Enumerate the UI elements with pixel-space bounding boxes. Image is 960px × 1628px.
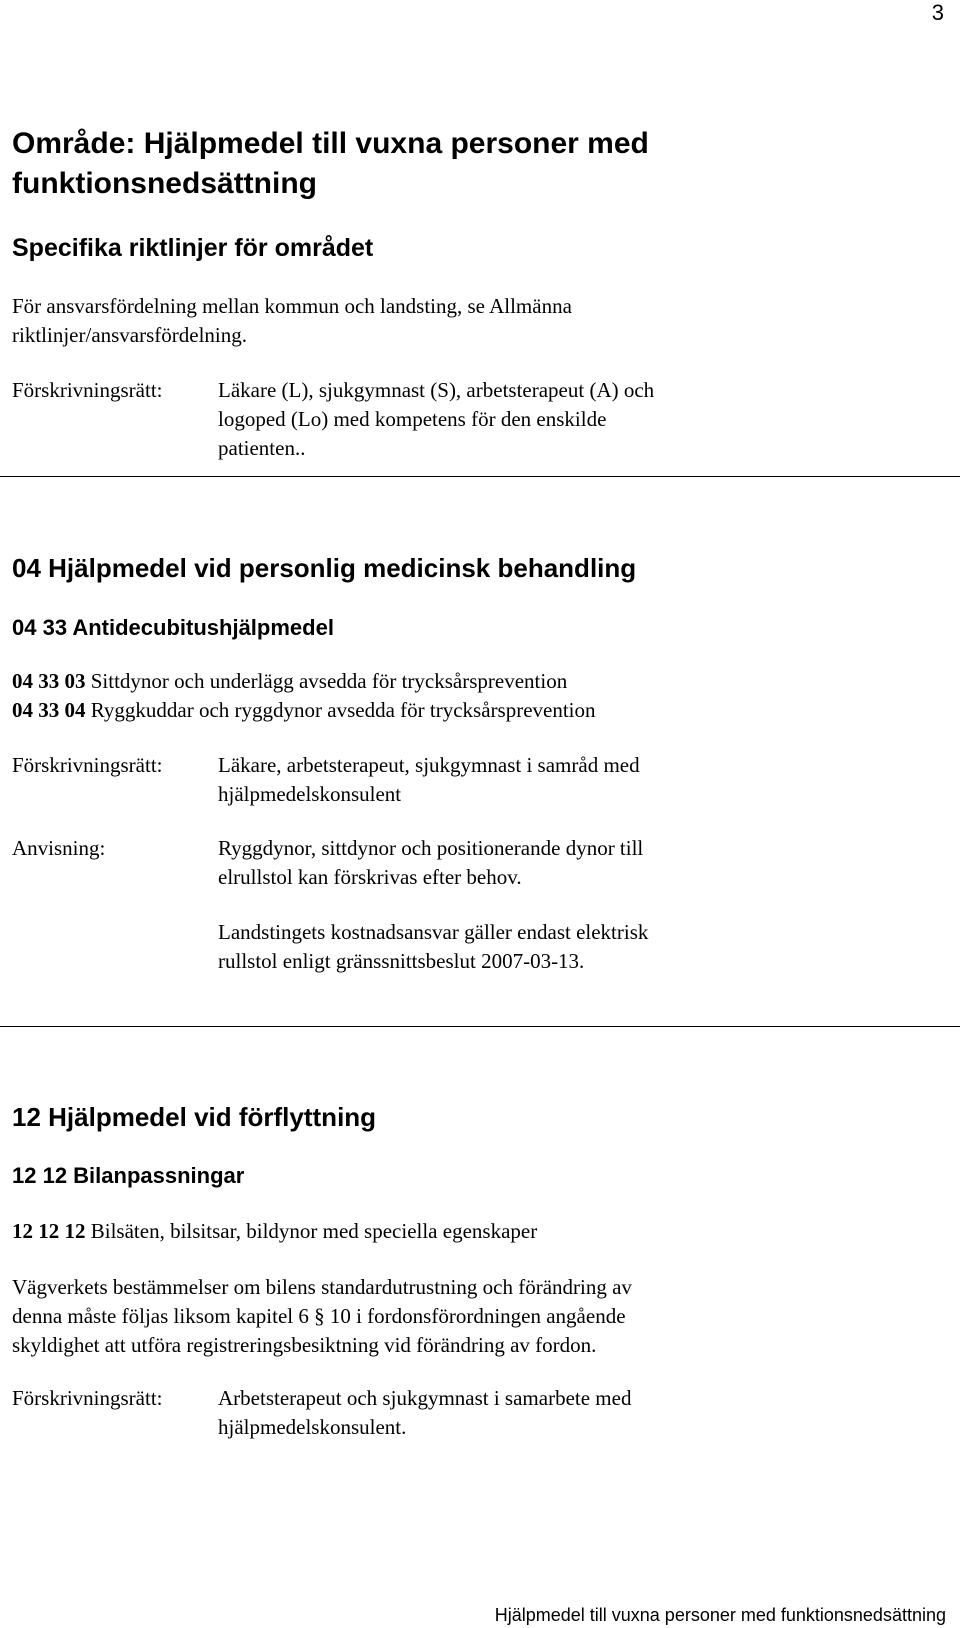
guidance-line: rullstol enligt gränssnittsbeslut 2007-03-13. bbox=[218, 949, 585, 973]
guidance-line: Landstingets kostnadsansvar gäller endast elektrisk bbox=[218, 920, 649, 944]
item-code: 12 12 12 bbox=[12, 1219, 86, 1243]
prescription-line: logoped (Lo) med kompetens för den enskilde bbox=[218, 407, 607, 431]
guidance-value bbox=[218, 834, 778, 976]
section-divider bbox=[0, 1026, 960, 1027]
item-row-043304 bbox=[12, 696, 596, 725]
prescription-line: Läkare, arbetsterapeut, sjukgymnast i samråd med bbox=[218, 753, 640, 777]
prescription-line: patienten.. bbox=[218, 436, 306, 460]
prescription-line: hjälpmedelskonsulent bbox=[218, 782, 402, 806]
subsection-heading-0433: 04 33 Antidecubitushjälpmedel bbox=[12, 615, 334, 640]
intro-line: riktlinjer/ansvarsfördelning. bbox=[12, 323, 248, 347]
prescription-value bbox=[218, 376, 778, 463]
page-number: 3 bbox=[931, 0, 944, 25]
item-text: Sittdynor och underlägg avsedda för trycksårsprevention bbox=[90, 669, 568, 693]
prescription-line: hjälpmedelskonsulent. bbox=[218, 1415, 407, 1439]
page-footer: Hjälpmedel till vuxna personer med funktionsnedsättning bbox=[494, 1605, 946, 1625]
item-row-121212 bbox=[12, 1217, 537, 1246]
guidance-line: elrullstol kan förskrivas efter behov. bbox=[218, 865, 522, 889]
prescription-value bbox=[218, 1384, 778, 1442]
item-text: Ryggkuddar och ryggdynor avsedda för trycksårsprevention bbox=[90, 698, 596, 722]
guidance-label: Anvisning: bbox=[12, 836, 106, 860]
item-code: 04 33 04 bbox=[12, 698, 86, 722]
note-line: denna måste följas liksom kapitel 6 § 10 i fordonsförordningen angående bbox=[12, 1304, 626, 1328]
note-line: Vägverkets bestämmelser om bilens standardutrustning och förändring av bbox=[12, 1275, 632, 1299]
intro-line: För ansvarsfördelning mellan kommun och landsting, se Allmänna bbox=[12, 294, 572, 318]
intro-paragraph bbox=[12, 292, 572, 350]
item-row-043303 bbox=[12, 667, 567, 696]
section-divider bbox=[0, 476, 960, 477]
item-text: Bilsäten, bilsitsar, bildynor med speciella egenskaper bbox=[90, 1219, 538, 1243]
item-code: 04 33 03 bbox=[12, 669, 86, 693]
note-line: skyldighet att utföra registreringsbesiktning vid förändring av fordon. bbox=[12, 1333, 597, 1357]
prescription-line: Läkare (L), sjukgymnast (S), arbetsterapeut (A) och bbox=[218, 378, 655, 402]
section-subtitle: Specifika riktlinjer för området bbox=[12, 234, 374, 262]
prescription-value bbox=[218, 751, 778, 809]
subsection-heading-1212: 12 12 Bilanpassningar bbox=[12, 1163, 245, 1188]
section-heading-12: 12 Hjälpmedel vid förflyttning bbox=[12, 1102, 377, 1132]
prescription-label: Förskrivningsrätt: bbox=[12, 753, 163, 777]
prescription-line: Arbetsterapeut och sjukgymnast i samarbete med bbox=[218, 1386, 632, 1410]
regulation-note bbox=[12, 1273, 632, 1360]
guidance-line: Ryggdynor, sittdynor och positionerande dynor till bbox=[218, 836, 644, 860]
prescription-label: Förskrivningsrätt: bbox=[12, 1386, 163, 1410]
prescription-label: Förskrivningsrätt: bbox=[12, 378, 163, 402]
page-title: Område: Hjälpmedel till vuxna personer med funktionsnedsättning bbox=[12, 127, 649, 200]
section-heading-04: 04 Hjälpmedel vid personlig medicinsk behandling bbox=[12, 553, 637, 583]
